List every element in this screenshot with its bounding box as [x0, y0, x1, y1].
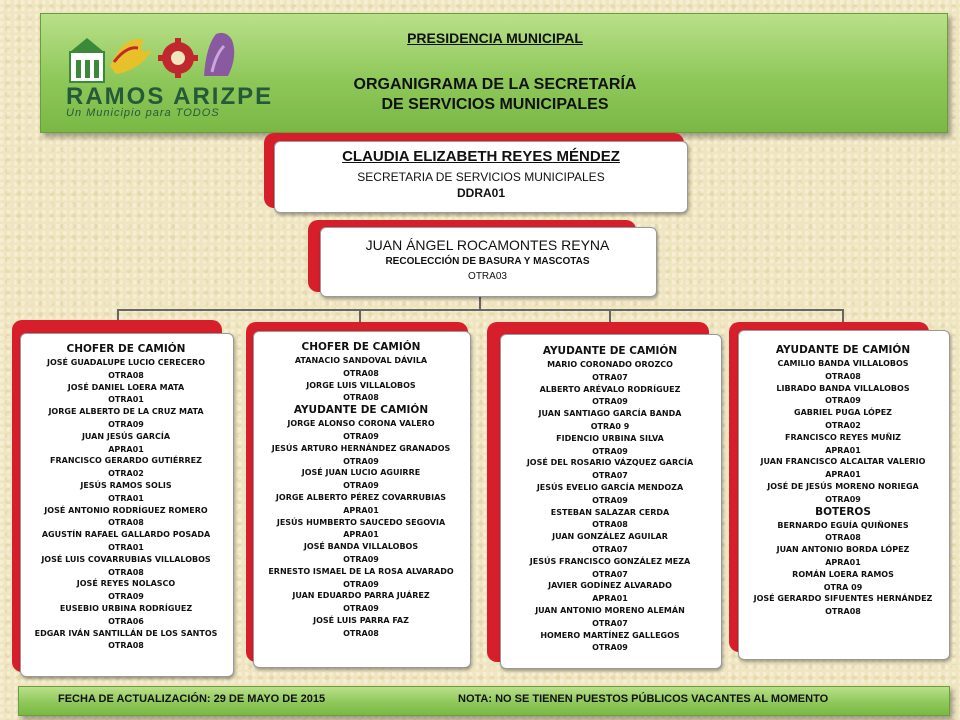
employee-code: OTRA 09 [823, 582, 863, 592]
section-title: CHOFER DE CAMIÓN [66, 343, 186, 355]
employee-name: JESÚS FRANCISCO GONZÁLEZ MEZA [529, 556, 691, 566]
chart-title-line1: ORGANIGRAMA DE LA SECRETARÍA [353, 76, 637, 93]
employee-code: OTRA08 [108, 370, 144, 380]
employee-code: OTRA0 9 [590, 421, 630, 431]
employee-name: CAMILIO BANDA VILLALOBOS [777, 359, 909, 368]
connector-col3 [609, 309, 611, 323]
manager-role: RECOLECCIÓN DE BASURA Y MASCOTAS [385, 256, 590, 267]
employee-name: JOSÉ JUAN LUCIO AGUIRRE [301, 468, 421, 478]
employee-name: ESTEBAN SALAZAR CERDA [550, 507, 670, 517]
employee-code: OTRA09 [343, 456, 379, 466]
employee-name: JOSÉ GUADALUPE LUCIO CERECERO [46, 358, 206, 367]
section-title: AYUDANTE DE CAMIÓN [775, 344, 911, 356]
employee-code: OTRA08 [343, 628, 379, 638]
employee-name: EDGAR IVÁN SANTILLÁN DE LOS SANTOS [34, 628, 218, 638]
employee-code: OTRA08 [592, 520, 628, 530]
employee-code: OTRA09 [592, 397, 628, 407]
employee-code: OTRA02 [825, 420, 861, 430]
update-date: FECHA DE ACTUALIZACIÓN: 29 DE MAYO DE 2015 [58, 693, 326, 705]
employee-code: OTRA06 [108, 616, 144, 626]
column-4 [740, 344, 946, 618]
director-role: SECRETARIA DE SERVICIOS MUNICIPALES [357, 170, 605, 184]
employee-name: JAVIER GODÍNEZ ALVARADO [548, 581, 672, 591]
employee-name: JOSÉ LUIS PARRA FAZ [313, 615, 409, 625]
employee-name: JOSÉ DEL ROSARIO VÁZQUEZ GARCÍA [526, 458, 694, 468]
employee-name: ERNESTO ISMAEL DE LA ROSA ALVARADO [268, 566, 454, 576]
employee-code: OTRA09 [825, 396, 861, 406]
employee-code: OTRA09 [592, 643, 628, 653]
employee-code: OTRA07 [592, 569, 628, 579]
employee-code: APRA01 [825, 557, 861, 567]
employee-name: JOSÉ GERARDO SIFUENTES HERNÁNDEZ [753, 594, 933, 604]
director-code: DDRA01 [456, 186, 505, 200]
column-2 [256, 341, 466, 640]
employee-name: JUAN ANTONIO BORDA LÓPEZ [776, 545, 910, 555]
employee-name: ALBERTO ARÉVALO RODRÍGUEZ [539, 384, 681, 394]
employee-name: JESÚS EVELIO GARCÍA MENDOZA [536, 482, 684, 492]
employee-code: OTRA02 [108, 469, 144, 479]
employee-code: OTRA09 [825, 494, 861, 504]
employee-code: OTRA08 [825, 533, 861, 543]
section-title: BOTEROS [815, 505, 871, 518]
employee-name: JUAN EDUARDO PARRA JUÁREZ [292, 591, 430, 601]
employee-code: APRA01 [108, 444, 144, 454]
vacancy-note: NOTA: NO SE TIENEN PUESTOS PÚBLICOS VACANTES AL MOMENTO [458, 693, 829, 705]
director-name: CLAUDIA ELIZABETH REYES MÉNDEZ [342, 148, 620, 165]
employee-name: LIBRADO BANDA VILLALOBOS [776, 383, 910, 393]
chart-title-line2: DE SERVICIOS MUNICIPALES [381, 96, 609, 113]
employee-code: APRA01 [825, 445, 861, 455]
column-1 [22, 343, 230, 652]
employee-code: OTRA08 [108, 567, 144, 577]
employee-code: OTRA09 [592, 446, 628, 456]
logo-tagline: Un Municipio para TODOS [66, 107, 220, 119]
employee-name: AGUSTÍN RAFAEL GALLARDO POSADA [41, 530, 211, 540]
employee-name: JOSÉ REYES NOLASCO [76, 579, 176, 589]
column-3 [502, 345, 718, 654]
employee-name: JUAN SANTIAGO GARCÍA BANDA [538, 409, 682, 419]
employee-code: OTRA09 [343, 604, 379, 614]
employee-name: JOSÉ BANDA VILLALOBOS [303, 542, 419, 552]
connector-col2 [359, 309, 361, 323]
employee-code: OTRA08 [343, 393, 379, 403]
employee-name: JORGE ALBERTO DE LA CRUZ MATA [48, 407, 204, 417]
employee-name: JOSÉ LUIS COVARRUBIAS VILLALOBOS [41, 554, 211, 564]
employee-name: HOMERO MARTÍNEZ GALLEGOS [540, 630, 680, 640]
employee-code: APRA01 [825, 470, 861, 480]
ramos-arizpe-logo [66, 26, 246, 86]
employee-code: APRA01 [592, 594, 628, 604]
employee-name: BERNARDO EGUÍA QUIÑONES [777, 520, 909, 530]
employee-code: OTRA08 [825, 371, 861, 381]
employee-name: JOSÉ DANIEL LOERA MATA [67, 382, 185, 392]
employee-code: OTRA01 [108, 395, 144, 405]
employee-code: OTRA08 [108, 518, 144, 528]
employee-code: OTRA07 [592, 544, 628, 554]
employee-name: FRANCISCO REYES MUÑIZ [785, 432, 901, 442]
employee-name: JESÚS ARTURO HERNÁNDEZ GRANADOS [271, 443, 451, 453]
employee-name: JORGE ALBERTO PÉREZ COVARRUBIAS [275, 492, 447, 502]
org-name: PRESIDENCIA MUNICIPAL [407, 30, 583, 46]
employee-code: OTRA09 [343, 579, 379, 589]
employee-name: JUAN JESÚS GARCÍA [81, 431, 171, 441]
employee-name: GABRIEL PUGA LÓPEZ [794, 408, 892, 418]
employee-name: ROMÁN LOERA RAMOS [792, 569, 894, 579]
employee-name: JOSÉ ANTONIO RODRÍGUEZ ROMERO [44, 505, 208, 515]
manager-name: JUAN ÁNGEL ROCAMONTES REYNA [365, 237, 610, 253]
employee-code: OTRA09 [343, 554, 379, 564]
section-title: CHOFER DE CAMIÓN [301, 341, 421, 353]
employee-code: OTRA09 [592, 495, 628, 505]
employee-name: JORGE ALONSO CORONA VALERO [287, 419, 435, 429]
employee-name: JESÚS HUMBERTO SAUCEDO SEGOVIA [276, 517, 446, 527]
employee-code: APRA01 [343, 505, 379, 515]
employee-name: JUAN GONZÁLEZ AGUILAR [552, 532, 668, 542]
employee-name: JESÚS RAMOS SOLIS [80, 480, 172, 490]
employee-code: OTRA08 [825, 607, 861, 617]
employee-code: OTRA07 [592, 372, 628, 382]
employee-name: EUSEBIO URBINA RODRÍGUEZ [59, 603, 193, 613]
section-title: AYUDANTE DE CAMIÓN [293, 404, 429, 417]
employee-code: OTRA07 [592, 471, 628, 481]
employee-name: JOSÉ DE JESÚS MORENO NORIEGA [767, 481, 919, 491]
employee-code: OTRA08 [343, 368, 379, 378]
connector-col4 [842, 309, 844, 323]
manager-code: OTRA03 [468, 271, 507, 282]
employee-name: MARIO CORONADO OROZCO [547, 360, 673, 369]
employee-code: OTRA07 [592, 618, 628, 628]
connector-trunk [479, 295, 481, 310]
employee-code: OTRA09 [343, 431, 379, 441]
employee-name: JUAN ANTONIO MORENO ALEMÁN [535, 605, 685, 615]
employee-name: ATANACIO SANDOVAL DÁVILA [294, 356, 428, 365]
employee-code: OTRA08 [108, 641, 144, 651]
connector-horizontal [117, 309, 844, 311]
employee-name: FIDENCIO URBINA SILVA [556, 433, 664, 443]
employee-code: OTRA09 [108, 592, 144, 602]
employee-code: APRA01 [343, 530, 379, 540]
section-title: AYUDANTE DE CAMIÓN [542, 345, 678, 357]
employee-name: JUAN FRANCISCO ALCALTAR VALERIO [760, 457, 926, 467]
employee-name: FRANCISCO GERARDO GUTIÉRREZ [50, 456, 202, 466]
employee-code: OTRA01 [108, 542, 144, 552]
employee-code: OTRA09 [343, 481, 379, 491]
employee-code: OTRA01 [108, 493, 144, 503]
employee-code: OTRA09 [108, 419, 144, 429]
employee-name: JORGE LUIS VILLALOBOS [306, 380, 416, 390]
logo-name: RAMOS ARIZPE [66, 83, 274, 110]
